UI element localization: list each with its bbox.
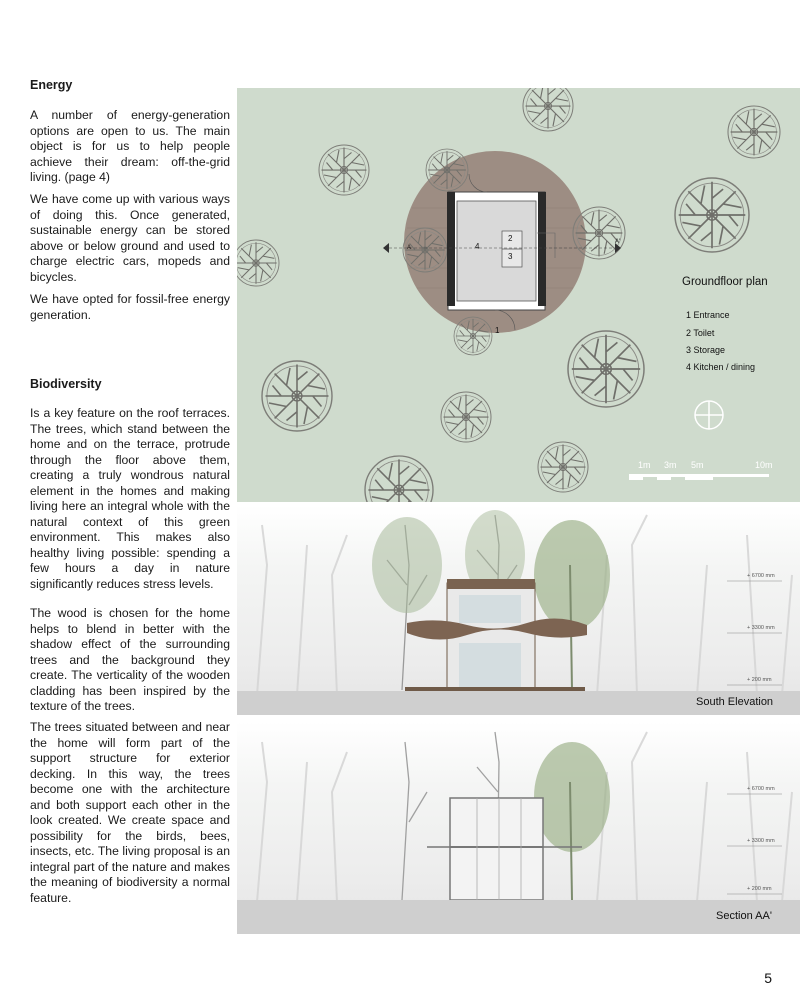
energy-paragraph-1: A number of energy-generation options are open to us. The main object is for us to help people achieve their dream: off-the-grid living. (page 4) bbox=[30, 108, 230, 184]
biodiversity-paragraph-3: The trees situated between and near the home will form part of the support structure for exterior decking. In this way, the trees become one with the architecture and both support each other in the look created. We create space and possibility for the birds, bees, insects, etc. The living proposal is an integral part of the nature and makes the meaning of biodiversity a normal feature. bbox=[30, 720, 230, 905]
room-number-2: 2 bbox=[508, 234, 513, 243]
section-panel bbox=[237, 722, 800, 934]
biodiversity-paragraph-2: The wood is chosen for the home helps to blend in better with the shadow effect of the surrounding trees and the background they create. The verticality of the wooden cladding has been inspired by the texture of the trees. bbox=[30, 606, 230, 713]
elevation-level-6700: + 6700 mm bbox=[747, 573, 775, 579]
south-elevation-caption: South Elevation bbox=[696, 696, 774, 708]
scale-label-10m: 10m bbox=[755, 460, 773, 470]
elevation-level-200: + 200 mm bbox=[747, 677, 772, 683]
biodiversity-paragraph-1: Is a key feature on the roof terraces. The trees, which stand between the home and on the terrace, protrude through the floor above them, creating a truly wondrous natural element in the homes and making living here an integral whole with the natural context of this green environment. This makes also healthy living possible: spending a few hours a day in nature significantly reduces stress levels. bbox=[30, 406, 230, 591]
scale-label-1m: 1m bbox=[638, 460, 651, 470]
section-drawing bbox=[237, 722, 800, 934]
room-number-3: 3 bbox=[508, 252, 513, 261]
section-level-6700: + 6700 mm bbox=[747, 786, 775, 792]
legend-item-kitchen: 4 Kitchen / dining bbox=[686, 362, 756, 372]
room-number-4: 4 bbox=[475, 242, 480, 251]
section-caption: Section AA' bbox=[716, 910, 772, 922]
legend-item-toilet: 2 Toilet bbox=[686, 328, 715, 338]
page-number: 5 bbox=[764, 970, 772, 986]
elevation-level-3300: + 3300 mm bbox=[747, 625, 775, 631]
south-elevation-panel bbox=[237, 505, 800, 715]
section-level-200: + 200 mm bbox=[747, 886, 772, 892]
energy-paragraph-3: We have opted for fossil-free energy generation. bbox=[30, 292, 230, 322]
groundfloor-plan-panel bbox=[237, 88, 800, 502]
plan-title: Groundfloor plan bbox=[682, 276, 768, 288]
energy-paragraph-2: We have come up with various ways of doing this. Once generated, sustainable energy can be stored above or below ground and used to charge electric cars, mopeds and bicycles. bbox=[30, 192, 230, 284]
legend-item-entrance: 1 Entrance bbox=[686, 310, 730, 320]
section-level-3300: + 3300 mm bbox=[747, 838, 775, 844]
groundfloor-plan-drawing bbox=[237, 88, 800, 502]
energy-heading: Energy bbox=[30, 78, 73, 92]
biodiversity-heading: Biodiversity bbox=[30, 377, 102, 391]
room-number-1: 1 bbox=[495, 326, 500, 335]
scale-label-3m: 3m bbox=[664, 460, 677, 470]
section-mark-a: A bbox=[407, 245, 412, 251]
scale-bar bbox=[629, 474, 769, 480]
scale-label-5m: 5m bbox=[691, 460, 704, 470]
section-mark-a-prime: A' bbox=[615, 239, 621, 245]
south-elevation-drawing bbox=[237, 505, 800, 715]
legend-item-storage: 3 Storage bbox=[686, 345, 726, 355]
